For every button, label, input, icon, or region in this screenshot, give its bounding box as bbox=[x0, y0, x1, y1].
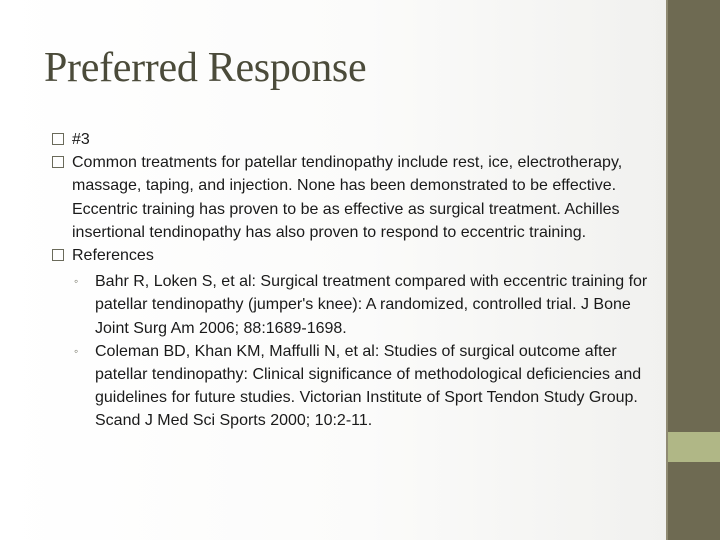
bullet-item bbox=[48, 244, 654, 267]
square-bullet-icon bbox=[52, 156, 64, 168]
square-bullet-icon bbox=[52, 249, 64, 261]
bullet-item bbox=[48, 128, 654, 151]
slide-title: Preferred Response bbox=[44, 45, 367, 91]
right-accent-bar-highlight bbox=[668, 432, 720, 462]
bullet-text: #3 bbox=[72, 131, 90, 148]
reference-text: Coleman BD, Khan KM, Maffulli N, et al: Studies of surgical outcome after patellar tendinopathy: Clinical significance of methodological deficiencies and guidelines for future studies. Victorian Institute of Sport Tendon Study Group. Scand J Med Sci Sports 2000; 10:2-11. bbox=[95, 342, 642, 430]
bullet-text: References bbox=[72, 247, 154, 265]
reference-text: Bahr R, Loken S, et al: Surgical treatment compared with eccentric training for patellar tendinopathy (jumper's knee): A randomized, controlled trial. J Bone Joint Surg Am 2006; 88:1689-1698. bbox=[95, 273, 648, 337]
square-bullet-icon bbox=[52, 133, 64, 145]
bullet-text: Common treatments for patellar tendinopathy include rest, ice, electrotherapy, massage, taping, and injection. None has been demonstrated to be effective. Eccentric training has proven to be as effective as surgical treatment. Achilles insertional tendinopathy has also proven to respond to eccentric training. bbox=[72, 154, 623, 241]
reference-item bbox=[74, 270, 654, 340]
right-accent-bar-bottom bbox=[668, 462, 720, 540]
bullet-item bbox=[48, 151, 654, 244]
reference-item bbox=[74, 340, 654, 433]
right-accent-bar-top bbox=[668, 0, 720, 432]
slide-content bbox=[48, 128, 654, 433]
circle-bullet-icon: ◦ bbox=[74, 343, 79, 358]
circle-bullet-icon: ◦ bbox=[74, 274, 79, 289]
references-list bbox=[48, 270, 654, 432]
